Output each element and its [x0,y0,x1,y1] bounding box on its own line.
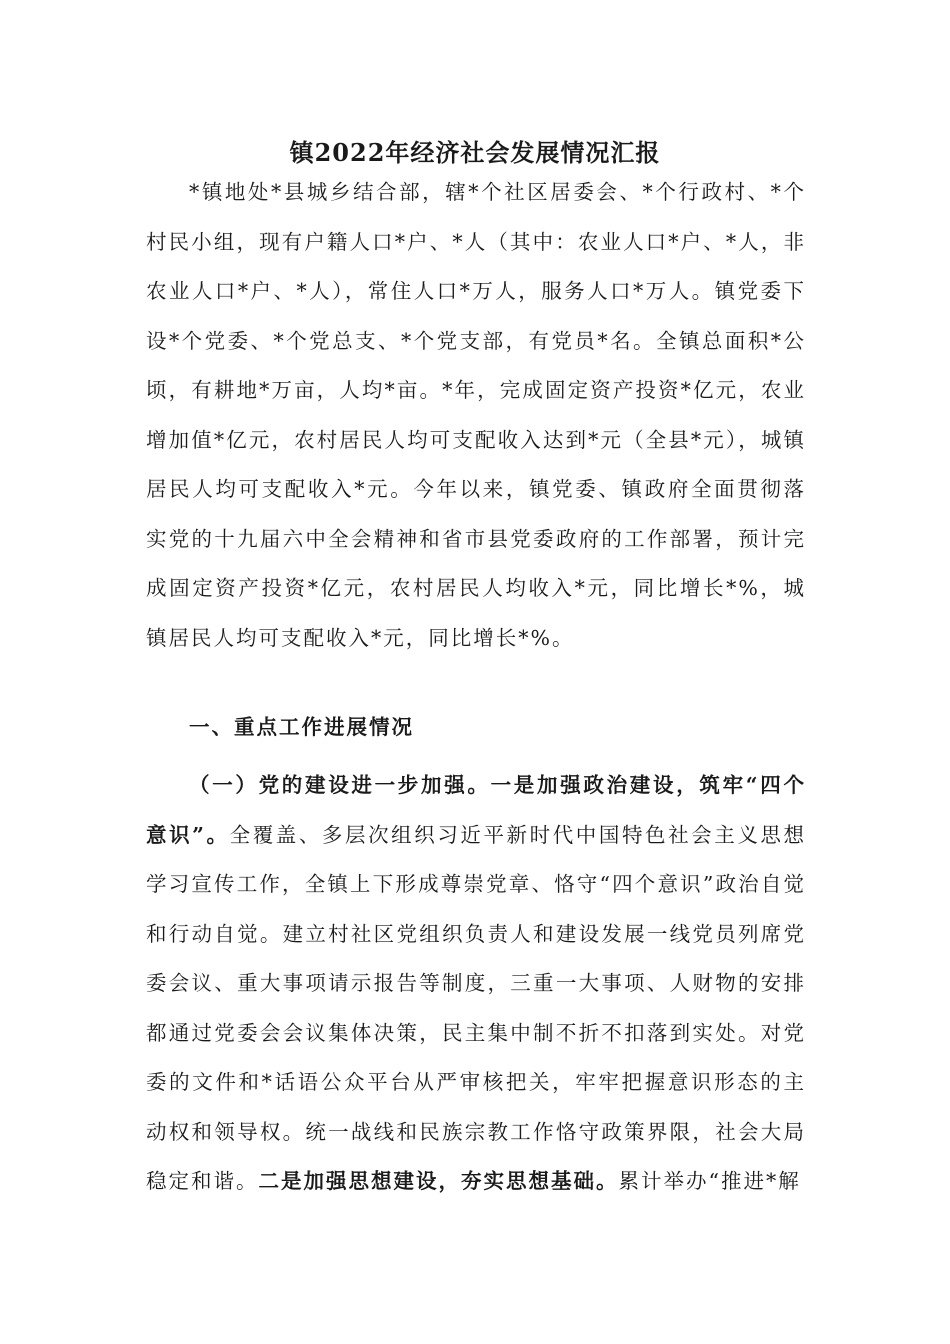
intro-paragraph: *镇地处*县城乡结合部，辖*个社区居委会、*个行政村、*个村民小组，现有户籍人口*户、*人（其中：农业人口*户、*人，非农业人口*户、*人），常住人口*万人，服务人口*万人。镇党委下设*个党委、*个党总支、*个党支部，有党员*名。全镇总面积*公顷，有耕地*万亩，人均*亩。*年，完成固定资产投资*亿元，农业增加值*亿元，农村居民人均可支配收入达到*元（全县*元），城镇居民人均可支配收入*元。今年以来，镇党委、镇政府全面贯彻落实党的十九届六中全会精神和省市县党委政府的工作部署，预计完成固定资产投资*亿元，农村居民人均收入*元，同比增长*%，城镇居民人均可支配收入*元，同比增长*%。 [146,180,806,650]
paragraph-text-continued: 累计举办“推进*解 [618,1169,801,1193]
paragraph-text: 全覆盖、多层次组织习近平新时代中国特色社会主义思想学习宣传工作，全镇上下形成尊崇党章、恪守“四个意识”政治自觉和行动自觉。建立村社区党组织负责人和建设发展一线党员列席党委会议、重大事项请示报告等制度，三重一大事项、人财物的安排都通过党委会会议集体决策，民主集中制不折不扣落到实处。对党委的文件和*话语公众平台从严审核把关，牢牢把握意识形态的主动权和领导权。统一战线和民族宗教工作恪守政策界限，社会大局稳定和谐。 [146,822,806,1193]
bold-lead-text: （一）党的建设进一步加强。一是加强政治建设，筑牢“四个意识”。 [146,773,806,847]
section-heading: 一、重点工作进展情况 [189,715,414,739]
document-title: 镇2022年经济社会发展情况汇报 [289,138,661,167]
party-building-paragraph [146,761,806,1207]
bold-subheading-text: 二是加强思想建设，夯实思想基础。 [258,1169,619,1193]
